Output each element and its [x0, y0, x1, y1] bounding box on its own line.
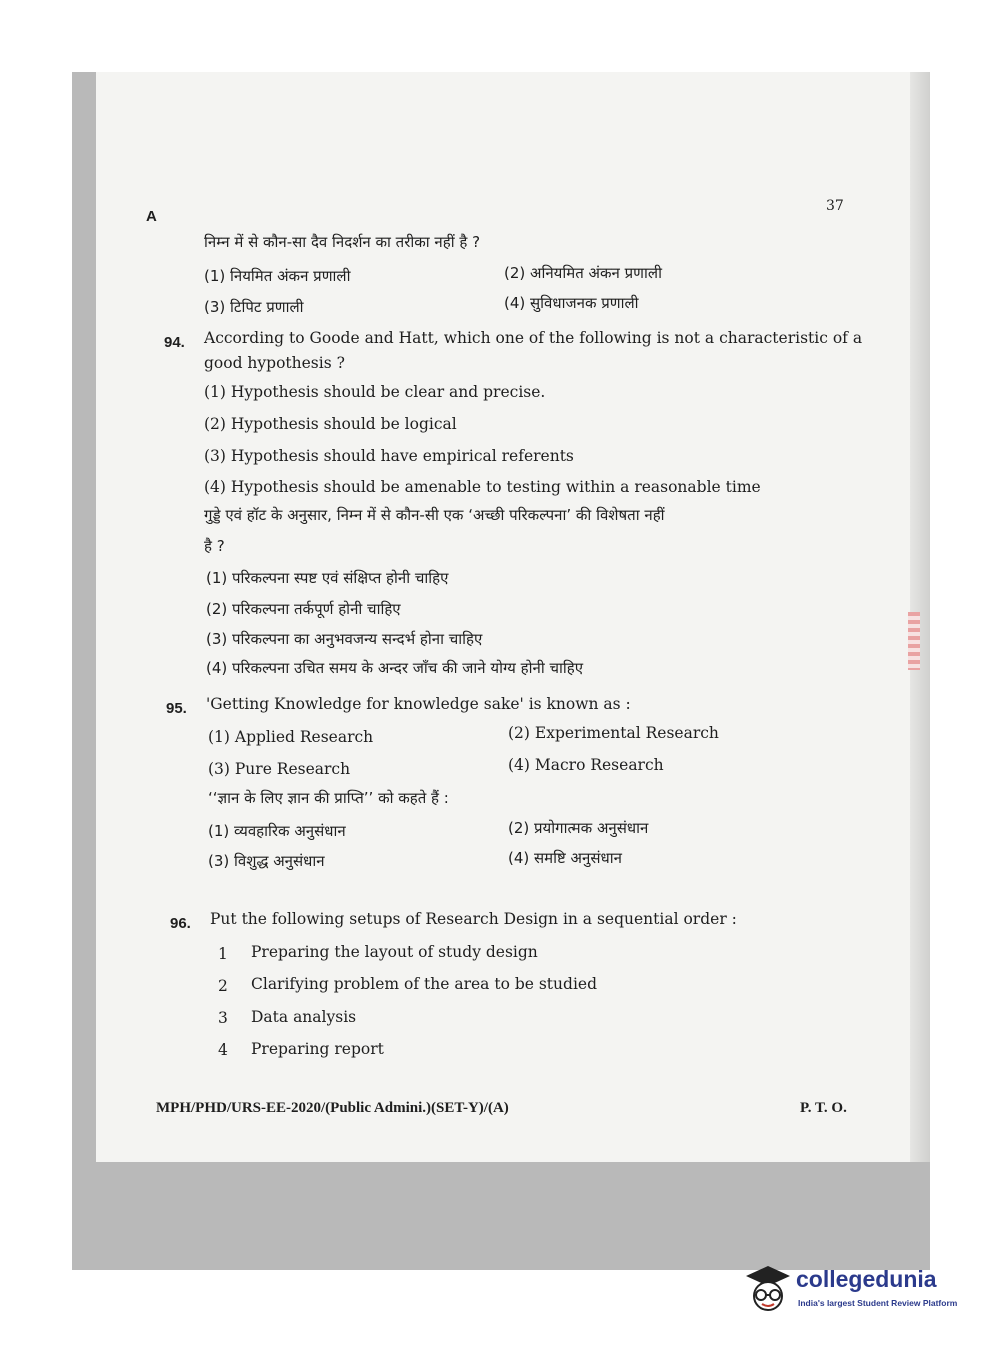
q93-option-1: (1) नियमित अंकन प्रणाली — [204, 267, 351, 285]
q95-option-3: (3) Pure Research — [208, 760, 351, 778]
q94-hindi-option-4: (4) परिकल्पना उचित समय के अन्दर जाँच की जाने योग्य होनी चाहिए — [206, 659, 584, 677]
q96-step-text: Clarifying problem of the area to be studied — [251, 975, 597, 993]
q96-step-number: 2 — [218, 977, 228, 995]
q96-step-number: 4 — [218, 1041, 228, 1059]
collegedunia-logo — [742, 1262, 972, 1322]
q94-hindi-question-line1: गुड्डे एवं हॉट के अनुसार, निम्न में से कौन-सी एक ‘अच्छी परिकल्पना’ की विशेषता नहीं — [204, 506, 665, 524]
q94-question-line1: According to Goode and Hatt, which one of the following is not a characteristic of a — [204, 329, 863, 347]
page-tab-marker — [908, 612, 920, 670]
q94-hindi-option-2: (2) परिकल्पना तर्कपूर्ण होनी चाहिए — [206, 600, 401, 618]
q94-option-4: (4) Hypothesis should be amenable to testing within a reasonable time — [204, 478, 761, 496]
q93-option-3: (3) टिपिट प्रणाली — [204, 298, 304, 316]
q94-option-1: (1) Hypothesis should be clear and precise. — [204, 383, 546, 401]
q95-option-1: (1) Applied Research — [208, 728, 374, 746]
q94-hindi-question-line2: है ? — [204, 537, 225, 555]
q95-hindi-option-4: (4) समष्टि अनुसंधान — [508, 849, 622, 867]
q96-step-text: Data analysis — [251, 1008, 357, 1026]
q95-option-4: (4) Macro Research — [508, 756, 664, 774]
q96-step-number: 3 — [218, 1009, 228, 1027]
pto-label: P. T. O. — [800, 1100, 847, 1116]
q94-number: 94. — [164, 334, 185, 351]
q93-option-4: (4) सुविधाजनक प्रणाली — [504, 294, 639, 312]
logo-tagline: India's largest Student Review Platform — [798, 1298, 958, 1308]
q95-hindi-option-2: (2) प्रयोगात्मक अनुसंधान — [508, 819, 649, 837]
q95-question: 'Getting Knowledge for knowledge sake' is known as : — [206, 695, 631, 713]
paper-code: MPH/PHD/URS-EE-2020/(Public Admini.)(SET-Y)/(A) — [156, 1100, 509, 1116]
q95-hindi-option-3: (3) विशुद्ध अनुसंधान — [208, 852, 325, 870]
q95-option-2: (2) Experimental Research — [508, 724, 719, 742]
q96-question: Put the following setups of Research Design in a sequential order : — [210, 910, 737, 928]
q94-hindi-option-1: (1) परिकल्पना स्पष्ट एवं संक्षिप्त होनी चाहिए — [206, 569, 449, 587]
q93-hindi-question: निम्न में से कौन-सा दैव निदर्शन का तरीका नहीं है ? — [204, 233, 481, 251]
q96-step-number: 1 — [218, 945, 228, 963]
q95-hindi-option-1: (1) व्यवहारिक अनुसंधान — [208, 822, 346, 840]
set-letter: A — [146, 208, 157, 225]
q94-question-line2: good hypothesis ? — [204, 354, 345, 372]
logo-wordmark: collegedunia — [796, 1266, 937, 1292]
page-number: 37 — [826, 198, 844, 214]
q94-option-3: (3) Hypothesis should have empirical referents — [204, 447, 574, 465]
q94-hindi-option-3: (3) परिकल्पना का अनुभवजन्य सन्दर्भ होना चाहिए — [206, 630, 483, 648]
q95-hindi-question: ‘‘ज्ञान के लिए ज्ञान की प्राप्ति’’ को कहते हैं : — [208, 789, 449, 807]
q96-number: 96. — [170, 915, 191, 932]
q93-option-2: (2) अनियमित अंकन प्रणाली — [504, 264, 662, 282]
q96-step-text: Preparing the layout of study design — [251, 943, 538, 961]
q95-number: 95. — [166, 700, 187, 717]
graduate-mascot-icon — [742, 1262, 794, 1322]
q94-option-2: (2) Hypothesis should be logical — [204, 415, 457, 433]
q96-step-text: Preparing report — [251, 1040, 384, 1058]
